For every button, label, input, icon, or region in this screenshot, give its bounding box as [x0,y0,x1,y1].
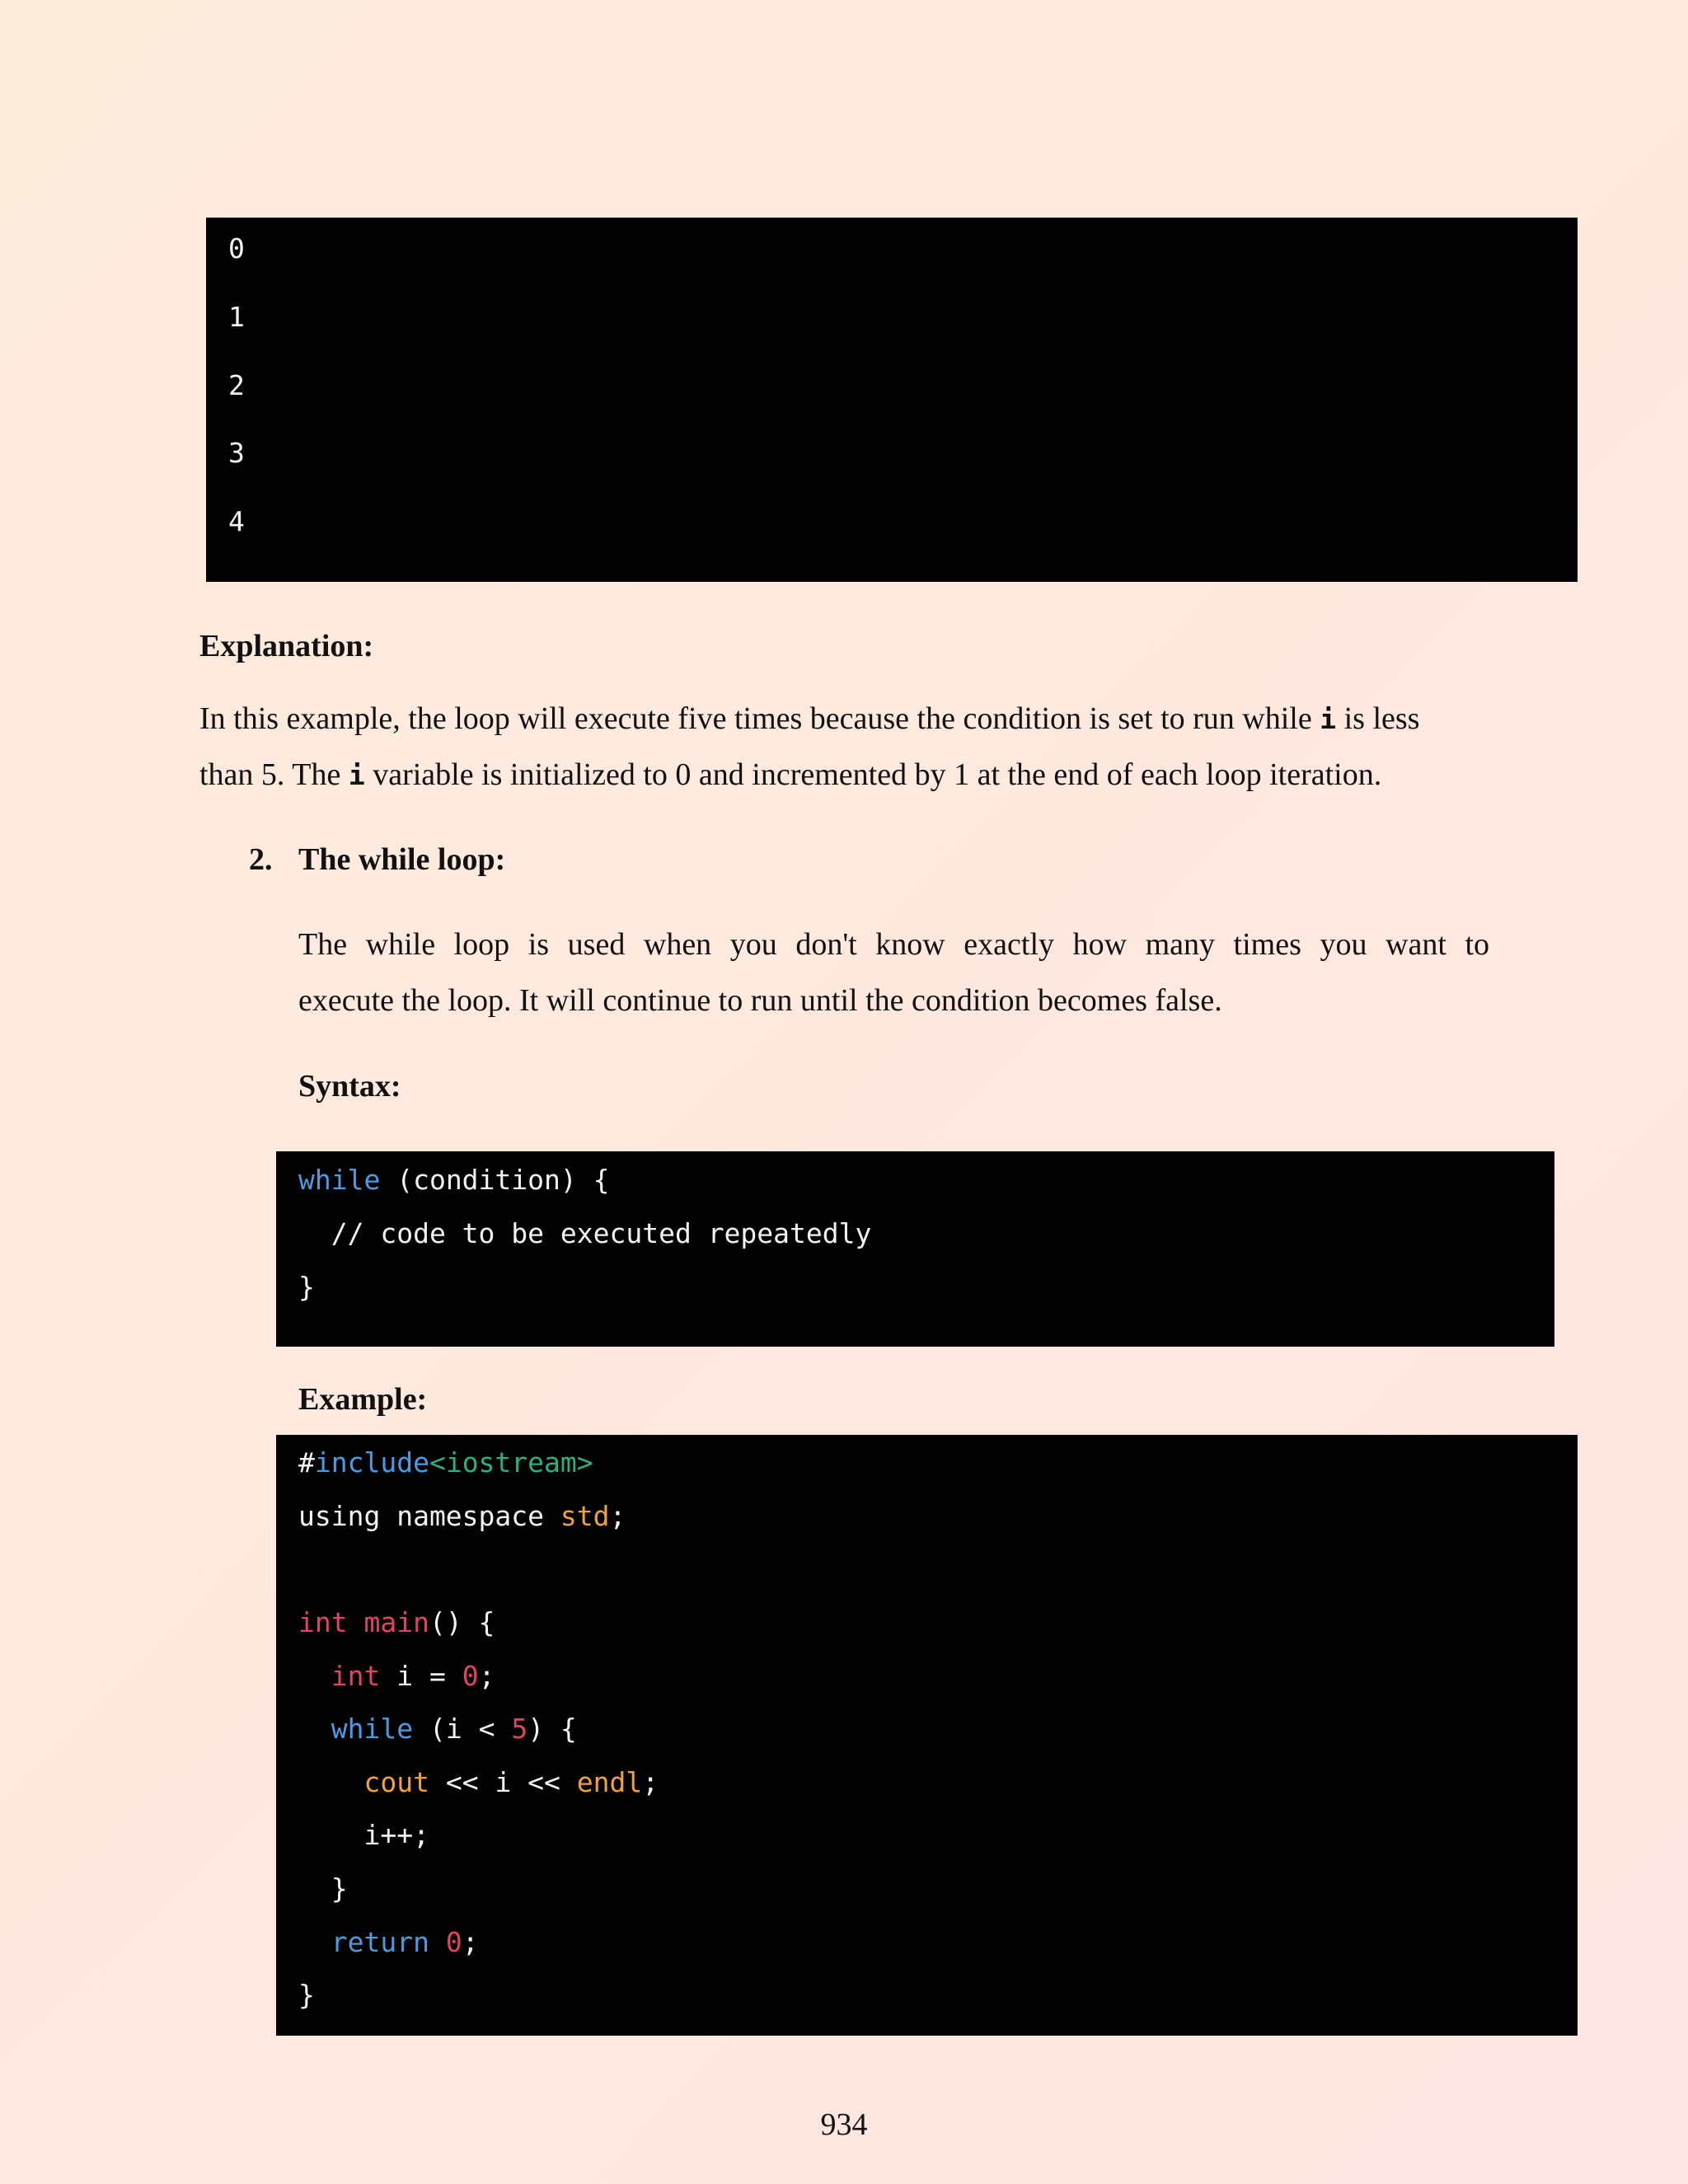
text-segment: is less [1336,701,1420,736]
code-text: using namespace [298,1500,560,1532]
code-line [298,1766,659,1799]
number-literal: 5 [511,1713,528,1745]
type-keyword: int [298,1606,348,1638]
code-text: ; [478,1660,495,1692]
output-line: 4 [228,505,245,537]
number-literal: 0 [445,1926,462,1958]
output-line: 1 [228,301,245,333]
section-number: 2. [249,842,273,877]
code-line [298,1660,495,1693]
text-segment: than 5. The [199,757,349,792]
syntax-code-block [276,1151,1554,1347]
code-text: << i << [429,1766,577,1798]
code-line: // code to be executed repeatedly [298,1217,872,1249]
output-line: 0 [228,232,245,265]
inline-code: i [1320,703,1337,735]
code-line [298,1713,577,1746]
indent [298,1660,331,1692]
keyword: while [298,1164,381,1196]
while-paragraph-line-2: execute the loop. It will continue to run until the condition becomes false. [298,983,1222,1018]
explanation-line-2 [199,756,1381,794]
code-text: ; [642,1766,659,1798]
keyword: while [331,1713,414,1745]
text-segment: In this example, the loop will execute five times because the condition is set to run while [199,701,1320,736]
code-line: } [298,1271,315,1303]
code-text: ) { [528,1713,577,1745]
code-line [298,1164,610,1197]
syntax-heading: Syntax: [298,1069,401,1104]
number-literal: 0 [462,1660,479,1692]
code-line: } [298,1872,348,1905]
code-text: i = [380,1660,462,1692]
type-keyword: int [331,1660,381,1692]
indent [298,1713,331,1745]
code-line [298,1926,479,1959]
output-code-block [206,218,1578,582]
example-heading: Example: [298,1382,428,1417]
code-line: } [298,1979,315,2011]
code-line [298,1606,495,1639]
code-line [298,1446,593,1479]
code-text: (i < [413,1713,512,1745]
identifier: endl [576,1766,643,1798]
header-name: <iostream> [429,1446,593,1479]
while-paragraph-line-1: The while loop is used when you don't know exactly how many times you want to [298,927,1489,962]
identifier: std [560,1500,610,1532]
page-number: 934 [820,2107,868,2142]
code-text: # [298,1446,315,1479]
function-name: main [347,1606,429,1638]
code-text: ; [462,1926,479,1958]
output-line: 2 [228,369,245,401]
identifier: cout [363,1766,429,1798]
indent [298,1926,331,1958]
output-line: 3 [228,437,245,469]
section-title: The while loop: [298,842,506,877]
text-segment: variable is initialized to 0 and incremented by 1 at the end of each loop iteration. [364,757,1382,792]
indent [298,1766,363,1798]
example-code-block [276,1435,1578,2036]
code-text: () { [429,1606,495,1638]
code-line: i++; [298,1819,429,1851]
explanation-line-1 [199,700,1419,738]
code-text [429,1926,446,1958]
code-line [298,1500,626,1533]
keyword: return [331,1926,429,1958]
code-text: ; [609,1500,626,1532]
keyword: include [314,1446,429,1479]
code-text: (condition) { [380,1164,610,1196]
inline-code: i [348,759,365,791]
explanation-heading: Explanation: [199,629,374,663]
